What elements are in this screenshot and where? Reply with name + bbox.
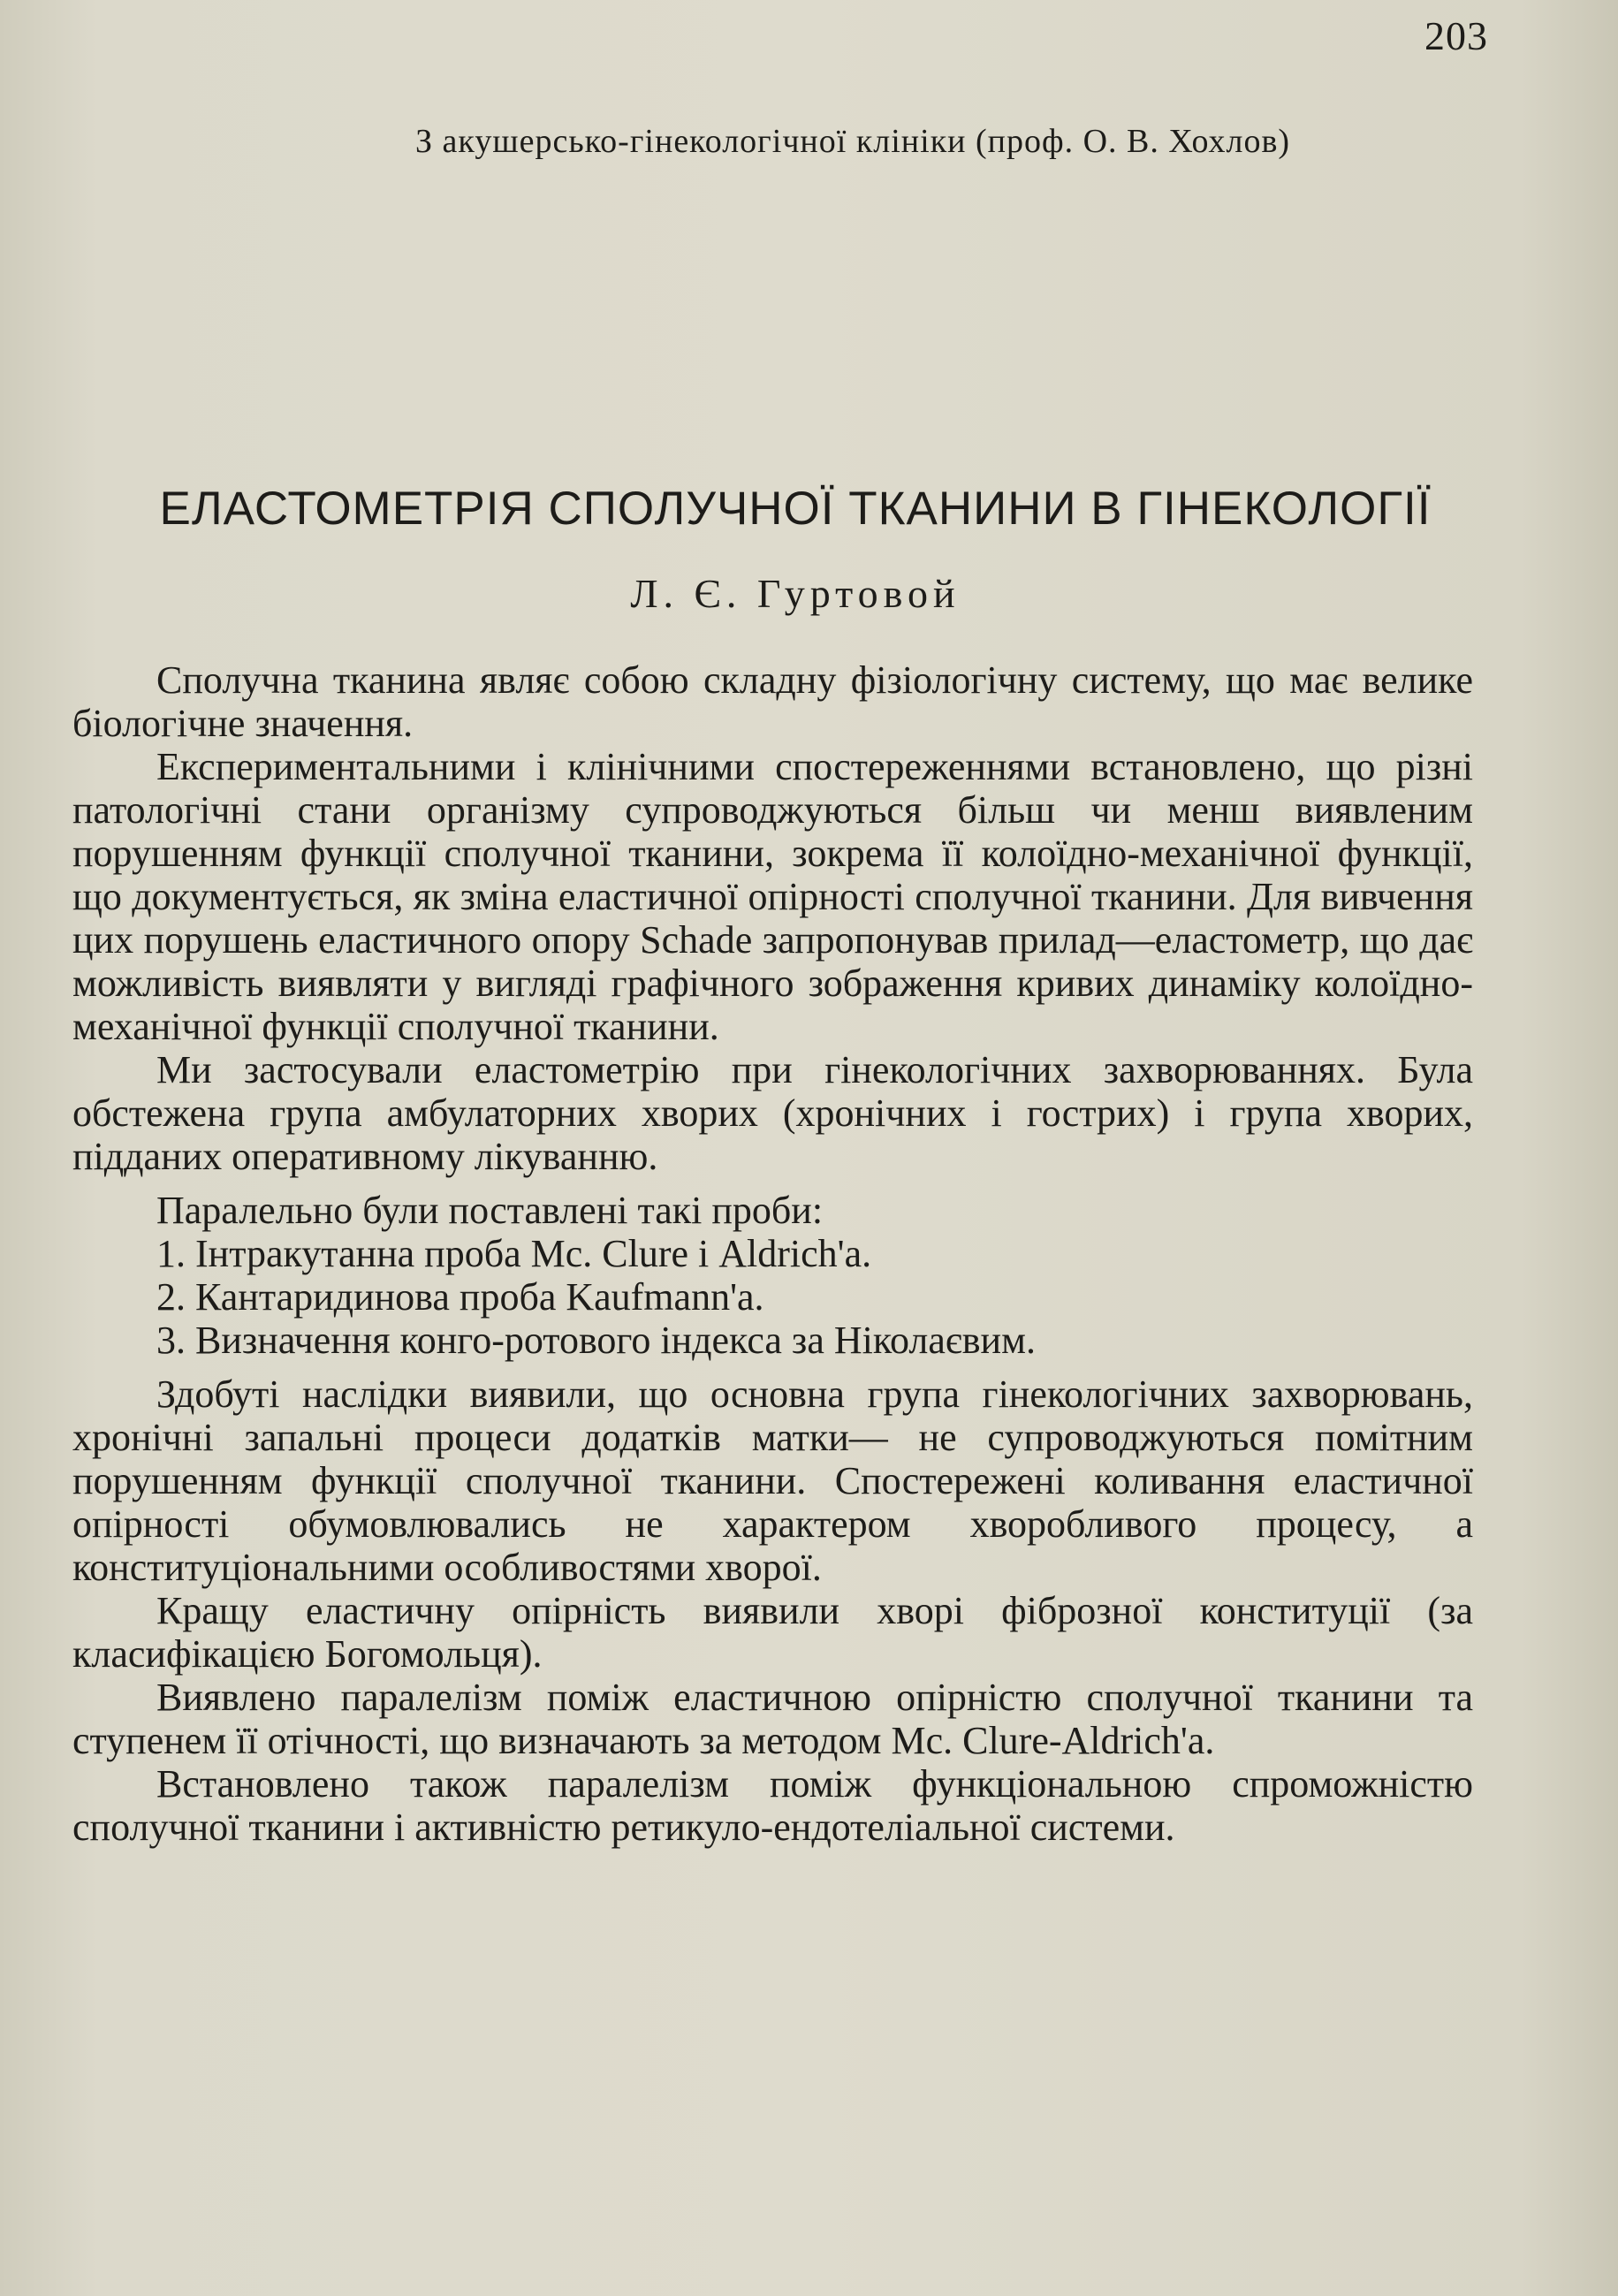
paragraph-tests-intro: Паралельно були поставлені такі проби: [156,1189,824,1232]
paragraph-method: Ми застосували еластометрію при гінекологічних захворюваннях. Була обстежена група амбулаторних хворих (хронічних і гострих) і група хворих, підданих оперативному лікуванню. [72,1048,1473,1178]
paragraph-results: Здобуті наслідки виявили, що основна група гінекологічних захворювань, хронічні запальні процеси додатків матки— не супроводжуються помітним порушенням функції сполучної тканини. Спостережені коливання еластичної опірності обумовлювались не характером хворобливого процесу, а конституціональними особливостями хворої. [72,1372,1473,1589]
paragraph-background: Експериментальними і клінічними спостереженнями встановлено, що різні патологічні стани організму супроводжуються більш чи менш виявленим порушенням функції сполучної тканини, зокрема її колоїдно-механічної функції, що документується, як зміна еластичної опірності сполучної тканини. Для вивчення цих порушень еластичного опору Schade запропонував прилад—еластометр, що дає можливість виявляти у вигляді графічного зображення кривих динаміку колоїдно-механічної функції сполучної тканини. [72,745,1473,1048]
article-author: Л. Є. Гуртовой [630,571,961,616]
list-item: 1. Інтракутанна проба Mc. Clure і Aldrich'a. [156,1232,872,1275]
list-item: 2. Кантаридинова проба Kaufmann'a. [156,1275,764,1319]
list-item: 3. Визначення конго-ротового індекса за Ніколаєвим. [156,1319,1036,1362]
tests-list [72,1232,1473,1362]
paragraph-res-parallelism: Встановлено також паралелізм поміж функціональною спроможністю сполучної тканини і активністю ретикуло-ендотеліальної системи. [72,1762,1473,1849]
paragraph-intro: Сполучна тканина являє собою складну фізіологічну систему, що має велике біологічне значення. [72,658,1473,745]
affiliation-line: З акушерсько-гінекологічної клініки (проф. О. В. Хохлов) [415,123,1291,160]
paragraph-fibrous-constitution: Кращу еластичну опірність виявили хворі фіброзної конституції (за класифікацією Богомольця). [72,1589,1473,1676]
article-body [72,658,1473,1849]
article-title: ЕЛАСТОМЕТРІЯ СПОЛУЧНОЇ ТКАНИНИ В ГІНЕКОЛОГІЇ [159,483,1432,535]
page-number: 203 [1424,13,1488,58]
paragraph-edema-parallelism: Виявлено паралелізм поміж еластичною опірністю сполучної тканини та ступенем її отічності, що визначають за методом Mc. Clure-Aldrich'a. [72,1676,1473,1762]
